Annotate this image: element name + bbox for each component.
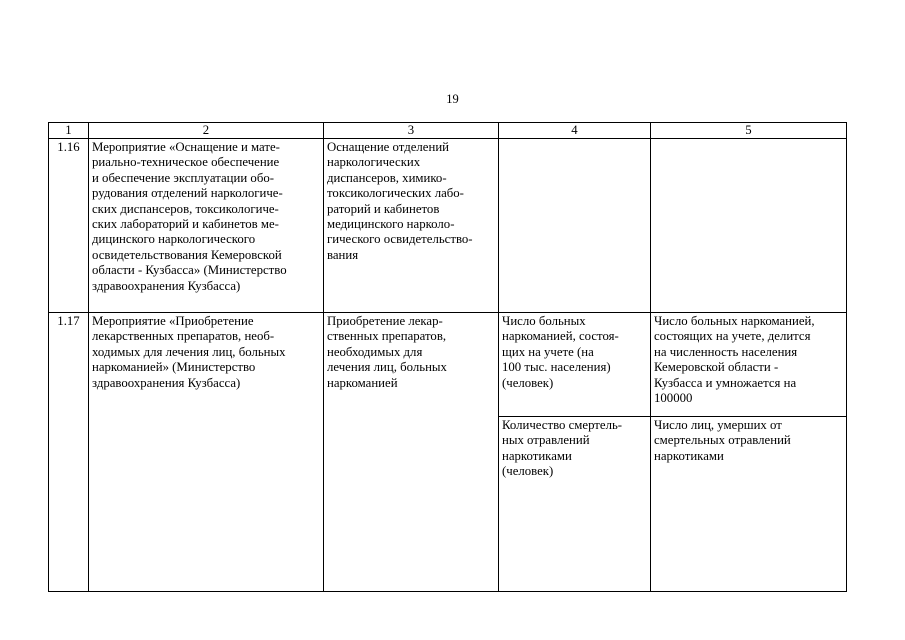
event-cell: Мероприятие «Оснащение и мате- риально-техническое обеспечение и обеспечение эксплуатации обо- рудования отделений наркологиче- ских диспансеров, токсикологиче- ских лабораторий и кабинетов ме- дицинского наркологического освидетельствования Кемеровской области - Кузбасса» (Министерство здравоохранения Кузбасса) [89, 139, 324, 313]
row-number: 1.17 [49, 313, 89, 592]
header-cell: 4 [499, 123, 651, 139]
header-cell: 2 [89, 123, 324, 139]
table-header-row [49, 123, 847, 139]
method-cell: Число лиц, умерших от смертельных отравлений наркотиками [651, 417, 847, 592]
method-cell [651, 139, 847, 313]
indicator-cell [499, 139, 651, 313]
result-cell: Оснащение отделений наркологических диспансеров, химико- токсикологических лабо- раторий и кабинетов медицинского нарколо- гического освидетельство- вания [324, 139, 499, 313]
result-cell: Приобретение лекар- ственных препаратов, необходимых для лечения лиц, больных наркоманией [324, 313, 499, 592]
indicators-table [48, 122, 847, 592]
header-cell: 1 [49, 123, 89, 139]
event-cell: Мероприятие «Приобретение лекарственных препаратов, необ- ходимых для лечения лиц, больных наркоманией» (Министерство здравоохранения Кузбасса) [89, 313, 324, 592]
page-number: 19 [446, 92, 459, 106]
table-row [49, 139, 847, 313]
row-number: 1.16 [49, 139, 89, 313]
table-row [49, 313, 847, 417]
method-cell: Число больных наркоманией, состоящих на учете, делится на численность населения Кемеровской области - Кузбасса и умножается на 100000 [651, 313, 847, 417]
indicator-cell: Число больных наркоманией, состоя- щих на учете (на 100 тыс. населения) (человек) [499, 313, 651, 417]
indicator-cell: Количество смертель- ных отравлений наркотиками (человек) [499, 417, 651, 592]
header-cell: 3 [324, 123, 499, 139]
header-cell: 5 [651, 123, 847, 139]
